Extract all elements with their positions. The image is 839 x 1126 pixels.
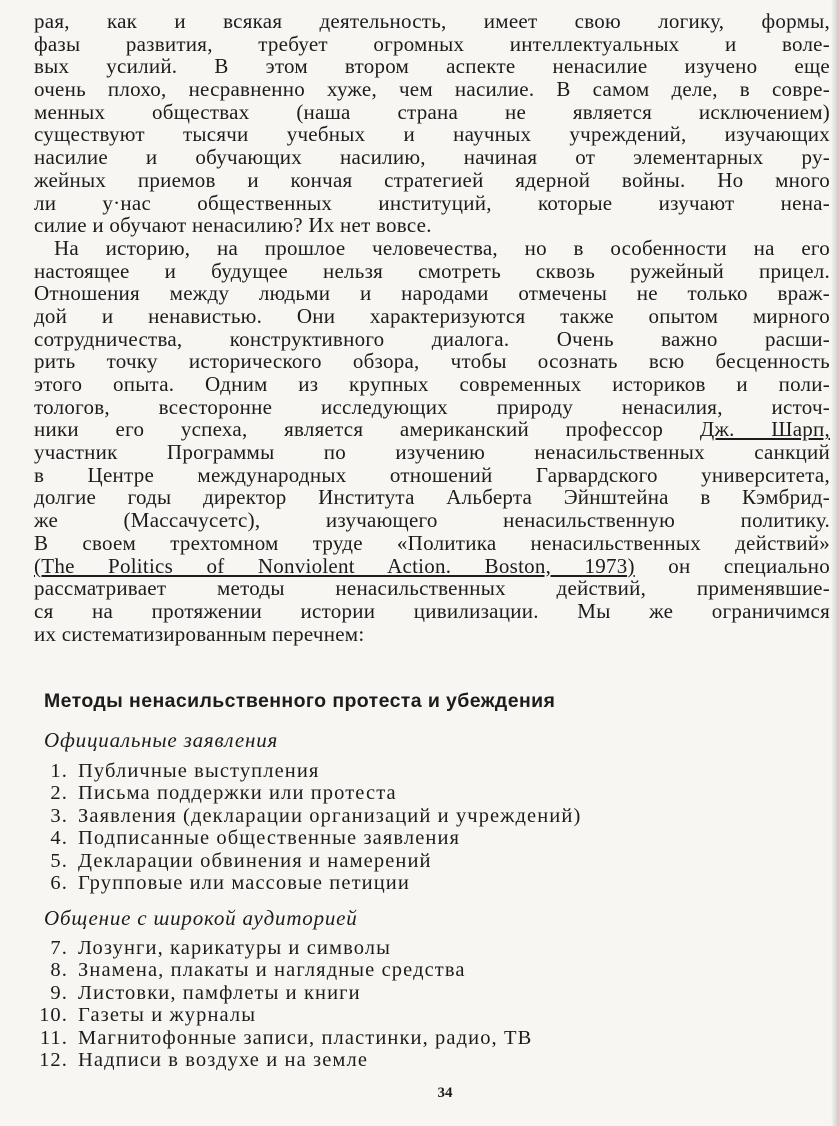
text-line: жейных приемов и кончая стратегией ядерной войны. Но много bbox=[34, 167, 830, 192]
text-line: В своем трехтомном труде «Политика ненасильственных действий» bbox=[34, 530, 830, 555]
author-name: Дж. Шарп, bbox=[699, 417, 831, 442]
method-list-official-statements bbox=[30, 760, 581, 894]
text-line: тологов, всесторонне исследующих природу ненасилия, источ- bbox=[34, 394, 830, 419]
item-number: 3. bbox=[50, 804, 68, 827]
page-edge-shadow bbox=[831, 0, 839, 1126]
list-item bbox=[30, 872, 581, 894]
text-line: ли у·нас общественных институций, которые изучают нена- bbox=[34, 190, 830, 215]
page-number: 34 bbox=[437, 1085, 453, 1101]
item-text: Магнитофонные записи, пластинки, радио, ТВ bbox=[78, 1026, 533, 1049]
item-text: Лозунги, карикатуры и символы bbox=[78, 937, 391, 959]
text-line: очень плохо, несравненно хуже, чем насилие. В самом деле, в совре- bbox=[34, 77, 830, 102]
item-number: 10. bbox=[39, 1004, 68, 1027]
item-text: Знамена, плакаты и наглядные средства bbox=[78, 959, 466, 982]
list-item bbox=[30, 760, 581, 782]
item-text: Подписанные общественные заявления bbox=[78, 827, 461, 850]
list-item bbox=[30, 959, 532, 981]
item-text: Письма поддержки или протеста bbox=[78, 782, 397, 805]
text-line: сотрудничества, конструктивного диалога. Очень важно расши- bbox=[34, 326, 830, 351]
text-line: их систематизированным перечнем: bbox=[34, 621, 365, 646]
text-line: же (Массачусетс), изучающего ненасильственную политику. bbox=[34, 508, 830, 533]
text-line: насилие и обучающих насилию, начиная от элементарных ру- bbox=[34, 145, 830, 170]
text-segment: он специально bbox=[634, 553, 830, 578]
text-line-with-citation bbox=[34, 555, 830, 578]
text-line: менных обществах (наша страна не является исключением) bbox=[34, 99, 830, 124]
text-line: рая, как и всякая деятельность, имеет свою логику, формы, bbox=[34, 9, 830, 33]
text-line: дой и ненавистью. Они характеризуются также опытом мирного bbox=[34, 303, 830, 328]
item-text: Заявления (декларации организаций и учреждений) bbox=[78, 804, 582, 827]
text-line: рассматривает методы ненасильственных действий, применявшие- bbox=[34, 576, 830, 601]
item-number: 4. bbox=[50, 827, 68, 850]
list-item bbox=[30, 1027, 532, 1049]
list-item bbox=[30, 1049, 532, 1071]
list-item bbox=[30, 982, 532, 1004]
item-text: Публичные выступления bbox=[78, 760, 320, 782]
list-item bbox=[30, 850, 581, 872]
item-number: 6. bbox=[50, 872, 68, 895]
method-list-mass-communication bbox=[30, 937, 532, 1071]
item-number: 8. bbox=[50, 959, 68, 982]
body-text bbox=[34, 10, 830, 645]
group-title-mass-communication: Общение с широкой аудиторией bbox=[44, 906, 358, 930]
list-item bbox=[30, 805, 581, 827]
text-line: фазы развития, требует огромных интеллектуальных и воле- bbox=[34, 31, 830, 56]
list-item bbox=[30, 782, 581, 804]
list-item bbox=[30, 827, 581, 849]
book-reference: (The Politics of Nonviolent Action. Boston, 1973) bbox=[34, 553, 635, 578]
text-line-with-author bbox=[34, 418, 830, 441]
section-heading: Методы ненасильственного протеста и убеждения bbox=[44, 690, 556, 712]
item-text: Газеты и журналы bbox=[78, 1004, 257, 1027]
text-line: На историю, на прошлое человечества, но в особенности на его bbox=[54, 235, 830, 260]
item-number: 5. bbox=[50, 849, 68, 872]
text-segment: ники его успеха, является американский профессор bbox=[34, 417, 700, 442]
text-line: в Центре международных отношений Гарвардского университета, bbox=[34, 462, 830, 487]
text-line: рить точку исторического обзора, чтобы осознать всю бесценность bbox=[34, 349, 830, 374]
item-number: 7. bbox=[50, 937, 68, 959]
item-number: 2. bbox=[50, 782, 68, 805]
text-line: настоящее и будущее нельзя смотреть сквозь ружейный прицел. bbox=[34, 258, 830, 283]
text-line: ся на протяжении истории цивилизации. Мы же ограничимся bbox=[34, 598, 830, 623]
text-line: Отношения между людьми и народами отмечены не только враж- bbox=[34, 281, 830, 306]
text-line: существуют тысячи учебных и научных учреждений, изучающих bbox=[34, 122, 830, 147]
item-text: Надписи в воздухе и на земле bbox=[78, 1049, 369, 1072]
item-number: 9. bbox=[50, 981, 68, 1004]
text-line: долгие годы директор Института Альберта Эйнштейна в Кэмбрид- bbox=[34, 485, 830, 510]
list-item bbox=[30, 1004, 532, 1026]
group-title-official-statements: Официальные заявления bbox=[44, 728, 279, 752]
item-number: 12. bbox=[39, 1049, 68, 1072]
text-line: участник Программы по изучению ненасильственных санкций bbox=[34, 440, 830, 465]
item-number: 1. bbox=[50, 760, 68, 782]
text-line: силие и обучают ненасилию? Их нет вовсе. bbox=[34, 213, 432, 238]
text-line: вых усилий. В этом втором аспекте ненасилие изучено еще bbox=[34, 54, 830, 79]
item-text: Листовки, памфлеты и книги bbox=[78, 981, 361, 1004]
item-text: Групповые или массовые петиции bbox=[78, 872, 410, 895]
item-number: 11. bbox=[39, 1026, 68, 1049]
text-line: этого опыта. Одним из крупных современных историков и поли- bbox=[34, 372, 830, 396]
item-text: Декларации обвинения и намерений bbox=[78, 849, 432, 872]
list-item bbox=[30, 937, 532, 959]
